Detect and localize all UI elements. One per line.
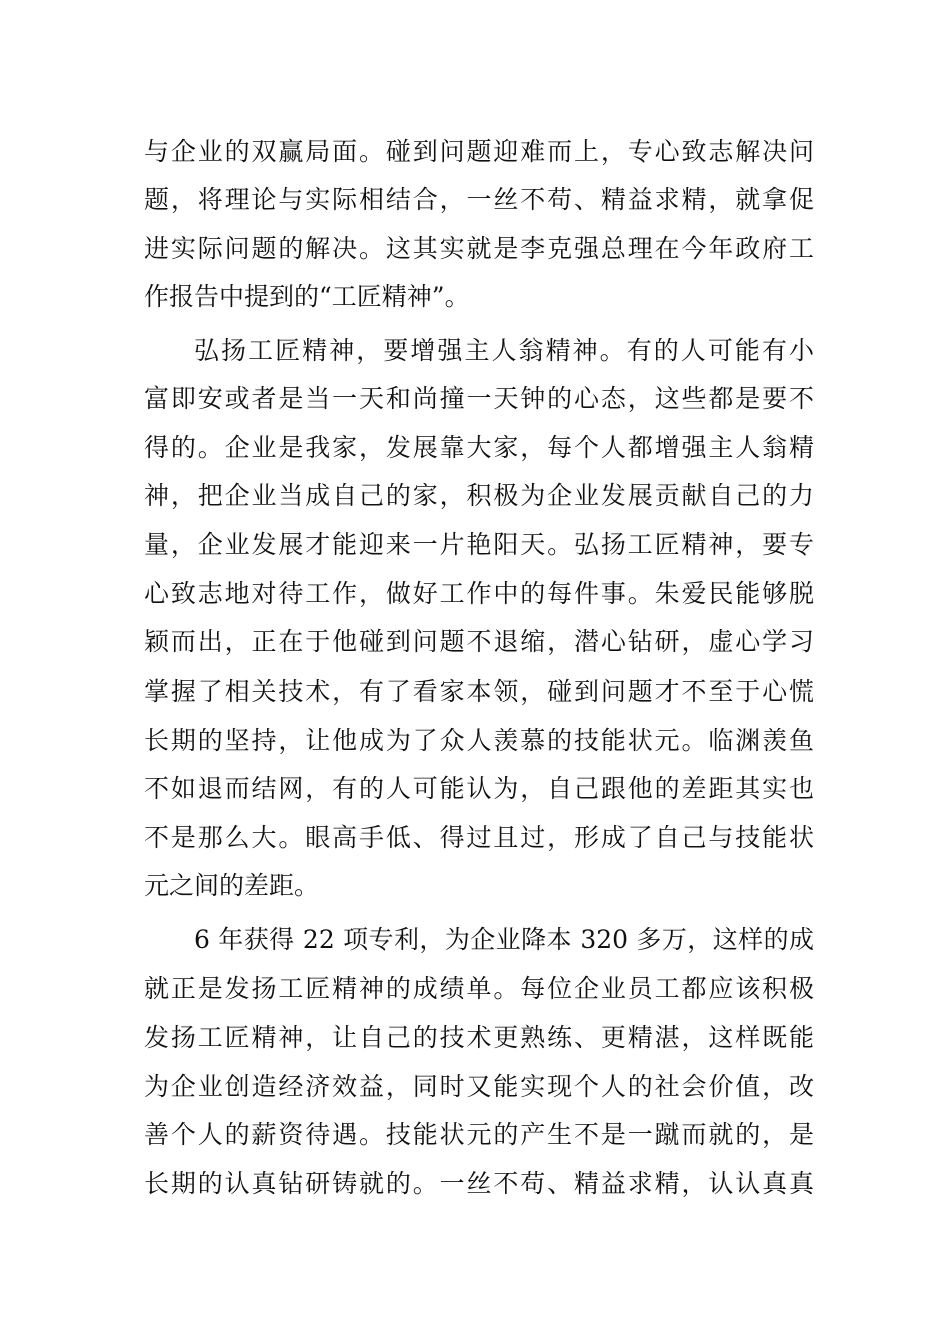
text-line: 长期的坚持，让他成为了众人羡慕的技能状元。临渊羡鱼 [144, 726, 814, 755]
text-line: 颖而出，正在于他碰到问题不退缩，潜心钻研，虚心学习 [144, 627, 814, 656]
text-line: 善个人的薪资待遇。技能状元的产生不是一蹴而就的，是 [144, 1120, 814, 1149]
text-line: 长期的认真钻研铸就的。一丝不苟、精益求精，认认真真 [144, 1169, 814, 1198]
text-line: 神，把企业当成自己的家，积极为企业发展贡献自己的力 [144, 481, 814, 510]
text-line: 不如退而结网，有的人可能认为，自己跟他的差距其实也 [144, 774, 814, 803]
text-line: 心致志地对待工作，做好工作中的每件事。朱爱民能够脱 [144, 579, 814, 608]
text-line: 进实际问题的解决。这其实就是李克强总理在今年政府工 [144, 234, 814, 263]
paragraph-first-line: 弘扬工匠精神，要增强主人翁精神。有的人可能有小 [194, 336, 814, 365]
text-line: 为企业创造经济效益，同时又能实现个人的社会价值，改 [144, 1072, 814, 1101]
text-line: 富即安或者是当一天和尚撞一天钟的心态，这些都是要不 [144, 384, 814, 413]
text-line: 与企业的双赢局面。碰到问题迎难而上，专心致志解决问 [144, 137, 814, 166]
text-line: 作报告中提到的“工匠精神”。 [144, 282, 470, 311]
text-line: 就正是发扬工匠精神的成绩单。每位企业员工都应该积极 [144, 974, 814, 1003]
text-line: 元之间的差距。 [144, 871, 320, 900]
text-line: 发扬工匠精神，让自己的技术更熟练、更精湛，这样既能 [144, 1023, 814, 1052]
text-line: 量，企业发展才能迎来一片艳阳天。弘扬工匠精神，要专 [144, 530, 814, 559]
text-line: 得的。企业是我家，发展靠大家，每个人都增强主人翁精 [144, 433, 814, 462]
text-line: 不是那么大。眼高手低、得过且过，形成了自己与技能状 [144, 823, 814, 852]
paragraph-first-line: 6 年获得 22 项专利，为企业降本 320 多万，这样的成 [194, 925, 814, 954]
text-line: 掌握了相关技术，有了看家本领，碰到问题才不至于心慌 [144, 677, 814, 706]
text-line: 题，将理论与实际相结合，一丝不苟、精益求精，就拿促 [144, 185, 814, 214]
